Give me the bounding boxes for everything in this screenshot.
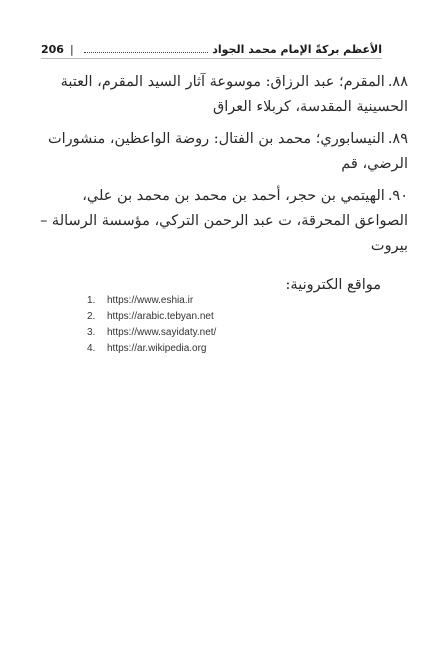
website-link[interactable]: https://www.sayidaty.net/: [107, 327, 217, 338]
websites-list: [87, 293, 216, 357]
header-rule: [41, 58, 382, 59]
header-dot-leader: [84, 52, 209, 53]
reference-text: النيسابوري؛ محمد بن الفتال: روضة الواعظين، منشورات الرضي، قم: [47, 131, 408, 172]
reference-number: ٨٩.: [387, 131, 408, 147]
reference-text: الهيتمي بن حجر، أحمد بن محمد بن محمد بن علي، الصواعق المحرقة، ت عبد الرحمن التركي، مؤسسة الرسالة – بيروت: [40, 188, 408, 254]
website-link[interactable]: https://arabic.tebyan.net: [107, 311, 214, 322]
header-separator: |: [69, 42, 74, 56]
website-item: [87, 341, 216, 357]
reference-number: ٩٠.: [387, 188, 408, 204]
website-item: [87, 293, 216, 309]
references-list: [32, 70, 408, 266]
website-item: [87, 325, 216, 341]
reference-item: [32, 127, 408, 177]
reference-number: ٨٨.: [387, 74, 408, 90]
website-number: 1.: [87, 295, 96, 306]
reference-text: المقرم؛ عبد الرزاق: موسوعة آثار السيد المقرم، العتبة الحسينية المقدسة، كربلاء العراق: [60, 74, 408, 115]
reference-item: [32, 184, 408, 259]
running-title: الأعظم بركةً الإمام محمد الجواد: [212, 42, 382, 56]
website-link[interactable]: https://www.eshia.ir: [107, 295, 194, 306]
website-link[interactable]: https://ar.wikipedia.org: [107, 343, 207, 354]
website-number: 2.: [87, 311, 96, 322]
website-number: 3.: [87, 327, 96, 338]
website-number: 4.: [87, 343, 96, 354]
website-item: [87, 309, 216, 325]
running-header: [41, 40, 382, 58]
websites-heading: مواقع الكترونية:: [285, 277, 381, 293]
reference-item: [32, 70, 408, 120]
page-number: 206: [41, 42, 64, 56]
